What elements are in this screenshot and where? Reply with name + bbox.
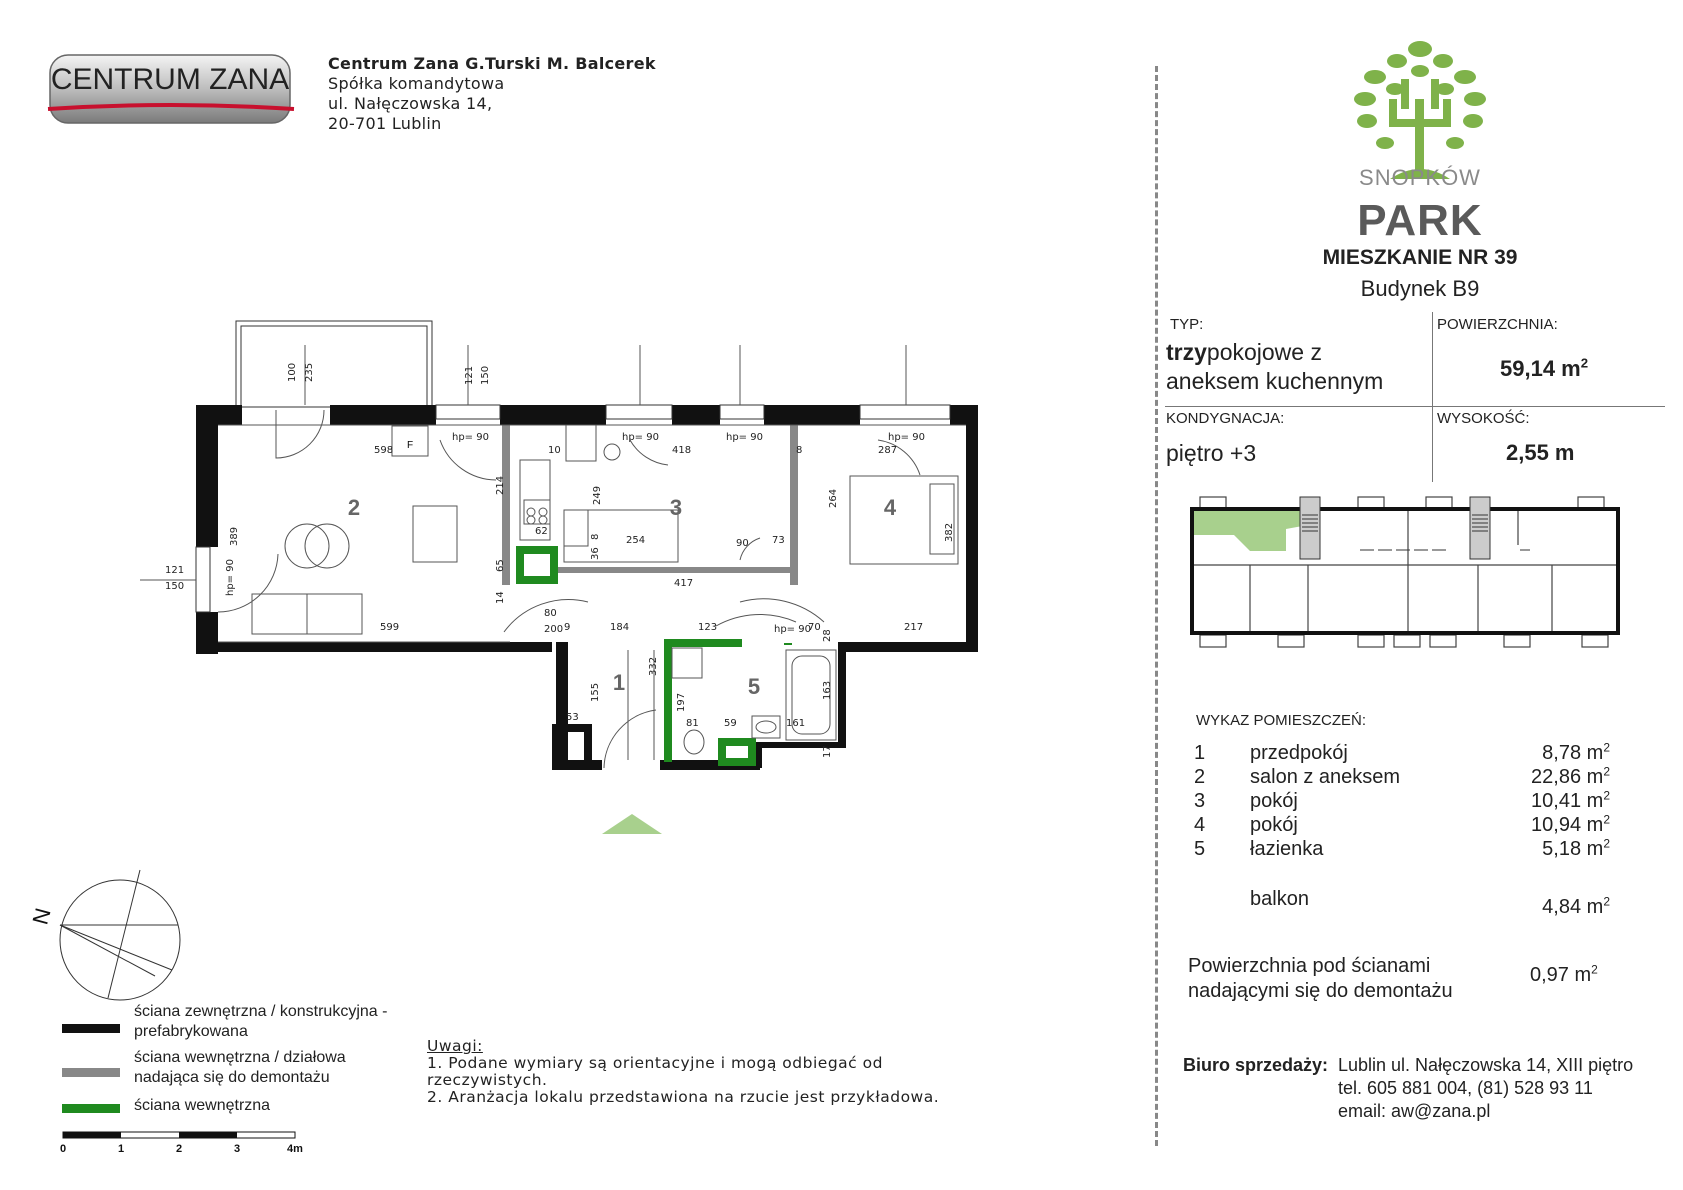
panel-divider (1155, 66, 1158, 1146)
dim-label: 184 (610, 622, 630, 633)
balcony (236, 321, 432, 407)
scale-tick: 3 (233, 1143, 241, 1155)
dim-label: 264 (828, 488, 839, 508)
dim-label: 65 (495, 559, 506, 572)
dim-label: 382 (944, 522, 955, 542)
dim-label: 217 (904, 622, 924, 633)
company-line: Spółka komandytowa (328, 74, 505, 93)
dim-label: hp= 90 (888, 432, 925, 443)
scale-tick: 2 (175, 1143, 183, 1155)
sales-info: Lublin ul. Nałęczowska 14, XIII piętro tel. 605 881 004, (81) 528 93 11 email: aw@zana.pl (1338, 1055, 1634, 1121)
dim-label: 10 (548, 445, 561, 456)
dim-label: 123 (698, 622, 718, 633)
legend-swatch-demolishable (62, 1068, 120, 1077)
dim-label: 161 (786, 718, 806, 729)
divider-line (1432, 312, 1433, 482)
legend-swatch-interior (62, 1104, 120, 1113)
company-name: Centrum Zana G.Turski M. Balcerek (328, 54, 656, 73)
rooms-title: WYKAZ POMIESZCZEŃ: (1196, 712, 1367, 729)
area-value: 59,14 $m^2$ (1500, 355, 1589, 381)
dim-label: 417 (674, 578, 694, 589)
legend-text-demolishable: ściana wewnętrzna / działowa nadająca się do demontażu (134, 1049, 346, 1086)
dim-label: 80 (544, 608, 557, 619)
room-number-5: 5 (747, 674, 761, 699)
type-line2: aneksem kuchennym (1166, 368, 1384, 394)
entrance-marker (602, 814, 662, 834)
dim-label: 150 (480, 365, 491, 385)
dim-label: hp= 90 (452, 432, 489, 443)
dim-label: hp= 90 (225, 559, 236, 596)
dim-label: 287 (878, 445, 898, 456)
dim-label: 332 (648, 656, 659, 676)
type-rest: pokojowe z (1206, 339, 1322, 365)
building-name: Budynek B9 (1360, 276, 1480, 301)
apartment-title: MIESZKANIE NR 39 (1322, 246, 1518, 269)
scale-tick: 4m (287, 1143, 303, 1155)
dim-label: 59 (724, 718, 737, 729)
dim-label: 214 (495, 475, 506, 495)
room-row: 3 pokój 10,41 $m^2$ (1194, 788, 1610, 812)
type-bold: trzy (1166, 339, 1207, 365)
dim-label: 121 (464, 365, 475, 385)
sales-label: Biuro sprzedaży: (1183, 1055, 1329, 1075)
dim-label: 249 (592, 485, 603, 505)
dim-label: 8 (590, 533, 601, 540)
notes: Uwagi: 1. Podane wymiary są orientacyjne i mogą odbiegać od rzeczywistych. 2. Aranżacja lokalu przedstawiona na rzucie jest przykładowa. (427, 1037, 940, 1106)
dim-label: 14 (495, 591, 506, 604)
room-row: 5 łazienka 5,18 $m^2$ (1194, 836, 1610, 860)
legend-swatch-exterior (62, 1024, 120, 1033)
dim-label: 155 (590, 682, 601, 702)
dim-label: 200 (544, 624, 564, 635)
dim-label: 121 (165, 565, 185, 576)
dim-label: 8 (796, 445, 803, 456)
scale-bar (55, 1128, 315, 1170)
room-number-3: 3 (669, 495, 683, 520)
room-number-2: 2 (347, 495, 361, 520)
dim-label: hp= 90 (726, 432, 763, 443)
dim-label: 9 (564, 622, 571, 633)
area-label: POWIERZCHNIA: (1437, 316, 1558, 333)
dim-label: 599 (380, 622, 400, 633)
dim-label: 17 (822, 745, 833, 758)
dim-label: 28 (822, 629, 833, 642)
room-row: 2 salon z aneksem 22,86 $m^2$ (1194, 764, 1610, 788)
scale-tick: 1 (117, 1143, 125, 1155)
logo-text: CENTRUM ZANA (50, 63, 290, 96)
floor-value: piętro +3 (1166, 440, 1257, 466)
brand-line1: SNOPKÓW (1359, 165, 1481, 190)
dim-label: 418 (672, 445, 692, 456)
dim-label: 254 (626, 535, 646, 546)
dim-label: 36 (590, 547, 601, 560)
company-line: 20-701 Lublin (328, 114, 442, 133)
type-value (1166, 338, 1383, 396)
dim-label: hp= 90 (774, 624, 811, 635)
balcony-row: balkon 4,84 $m^2$ (1250, 888, 1610, 918)
room-number-1: 1 (612, 670, 626, 695)
fridge-label: F (406, 440, 414, 451)
scale-tick: 0 (59, 1143, 67, 1155)
dim-label: 62 (535, 526, 548, 537)
dim-label: 70 (808, 622, 821, 633)
demolition-label: Powierzchnia pod ścianami nadającymi się do demontażu (1188, 955, 1453, 1002)
dim-label: 81 (686, 718, 699, 729)
dim-label: 598 (374, 445, 394, 456)
height-label: WYSOKOŚĆ: (1437, 410, 1530, 427)
building-key-plan (1190, 495, 1620, 650)
legend-text-interior: ściana wewnętrzna (134, 1097, 271, 1114)
dim-label: 90 (736, 538, 749, 549)
dim-label: 197 (676, 692, 687, 712)
room-row: 1 przedpokój 8,78 $m^2$ (1194, 740, 1610, 764)
compass-label: N (27, 905, 56, 928)
divider-line (1165, 406, 1665, 407)
dim-label: 150 (165, 581, 185, 592)
dim-label: 73 (772, 535, 785, 546)
height-value: 2,55 m (1506, 440, 1575, 465)
company-line: ul. Nałęczowska 14, (328, 94, 493, 113)
dim-label: 163 (822, 680, 833, 700)
brand-line2: PARK (1357, 196, 1483, 245)
legend-text-exterior: ściana zewnętrzna / konstrukcyjna - prefabrykowana (134, 1003, 388, 1040)
type-label: TYP: (1170, 316, 1204, 333)
demolition-area: 0,97 $m^2$ (1530, 962, 1598, 986)
dim-label: 389 (229, 526, 240, 546)
dim-label: hp= 90 (622, 432, 659, 443)
dim-label: 100 (287, 362, 298, 382)
room-row: 4 pokój 10,94 $m^2$ (1194, 812, 1610, 836)
dim-label: 235 (304, 362, 315, 382)
dim-label: 53 (566, 712, 579, 723)
room-number-4: 4 (883, 495, 897, 520)
compass-icon (60, 870, 180, 1000)
floor-label: KONDYGNACJA: (1166, 410, 1285, 427)
